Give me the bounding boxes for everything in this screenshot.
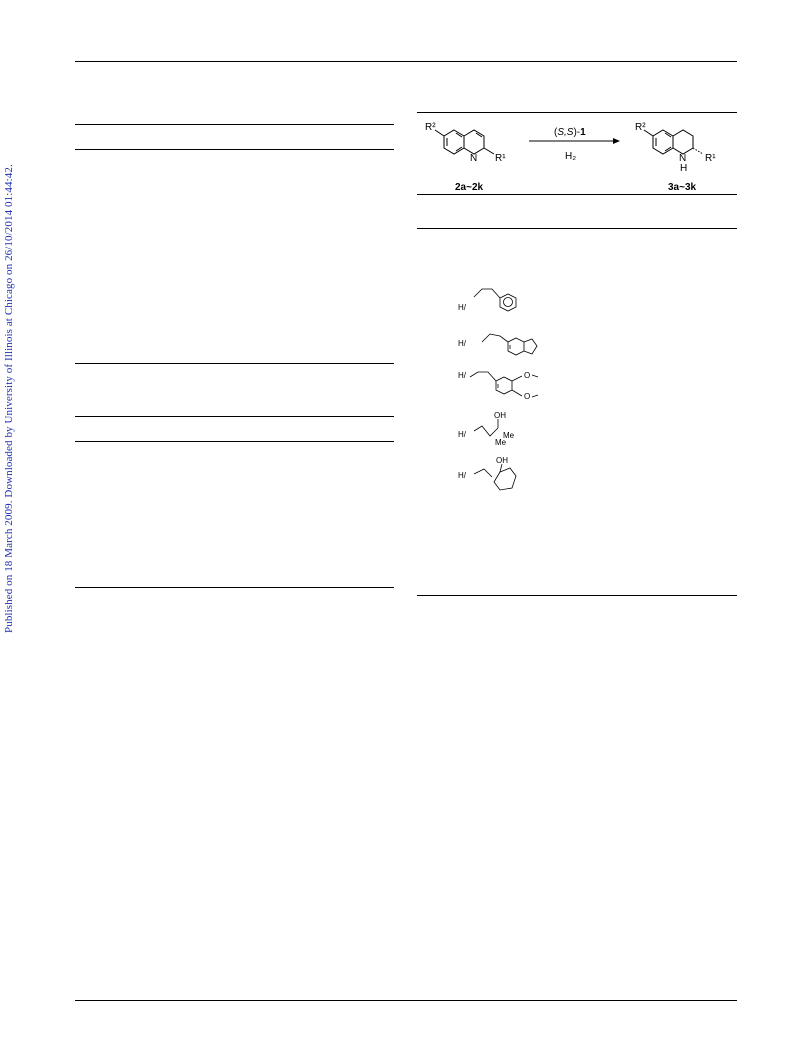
product-r2-label: R²: [635, 122, 646, 133]
download-watermark: Published on 18 March 2009. Downloaded by University of Illinois at Chicago on 26/10/2014 01:44:42.: [3, 164, 15, 633]
header-rule: [75, 61, 737, 62]
substituent-4-me-label-2: Me: [495, 438, 507, 447]
product-compound-label: 3a~3k: [668, 182, 697, 193]
product-r1-label: R¹: [705, 153, 716, 164]
substituent-3-prefix: H/: [458, 371, 466, 380]
right-scheme-rule: [417, 194, 737, 195]
substituent-structures: [452, 280, 542, 500]
substituent-4-me-label-1: Me: [503, 431, 515, 440]
product-n-label: N: [679, 153, 687, 164]
substrate-r2-label: R²: [425, 122, 436, 133]
substituent-3-o-label-2: O: [524, 392, 531, 401]
left-table1-header-rule: [75, 149, 394, 150]
right-table-bottom-rule: [417, 595, 737, 596]
product-h-label: H: [680, 163, 688, 174]
conditions-label: H₂: [565, 151, 577, 162]
substituent-5-prefix: H/: [458, 471, 466, 480]
substrate-r1-label: R¹: [495, 153, 506, 164]
left-table2-top-rule: [75, 416, 394, 417]
substituent-2-prefix: H/: [458, 339, 466, 348]
left-table1-bottom-rule: [75, 363, 394, 364]
right-table-header-rule: [417, 228, 737, 229]
substituent-5-oh-label: OH: [496, 456, 508, 465]
substituent-3-o-label-1: O: [524, 371, 531, 380]
substrate-n-label: N: [470, 153, 478, 164]
footer-rule: [75, 1000, 737, 1001]
substituent-4-oh-label: OH: [494, 411, 506, 420]
substituent-4-prefix: H/: [458, 430, 466, 439]
left-table2-bottom-rule: [75, 587, 394, 588]
substrate-compound-label: 2a~2k: [455, 182, 484, 193]
reaction-scheme: [417, 113, 737, 193]
substituent-1-prefix: H/: [458, 303, 466, 312]
reagent-label: (S,S)-1: [554, 127, 586, 138]
left-table2-header-rule: [75, 441, 394, 442]
product-saturated-ring: [673, 130, 693, 154]
left-table1-top-rule: [75, 124, 394, 125]
